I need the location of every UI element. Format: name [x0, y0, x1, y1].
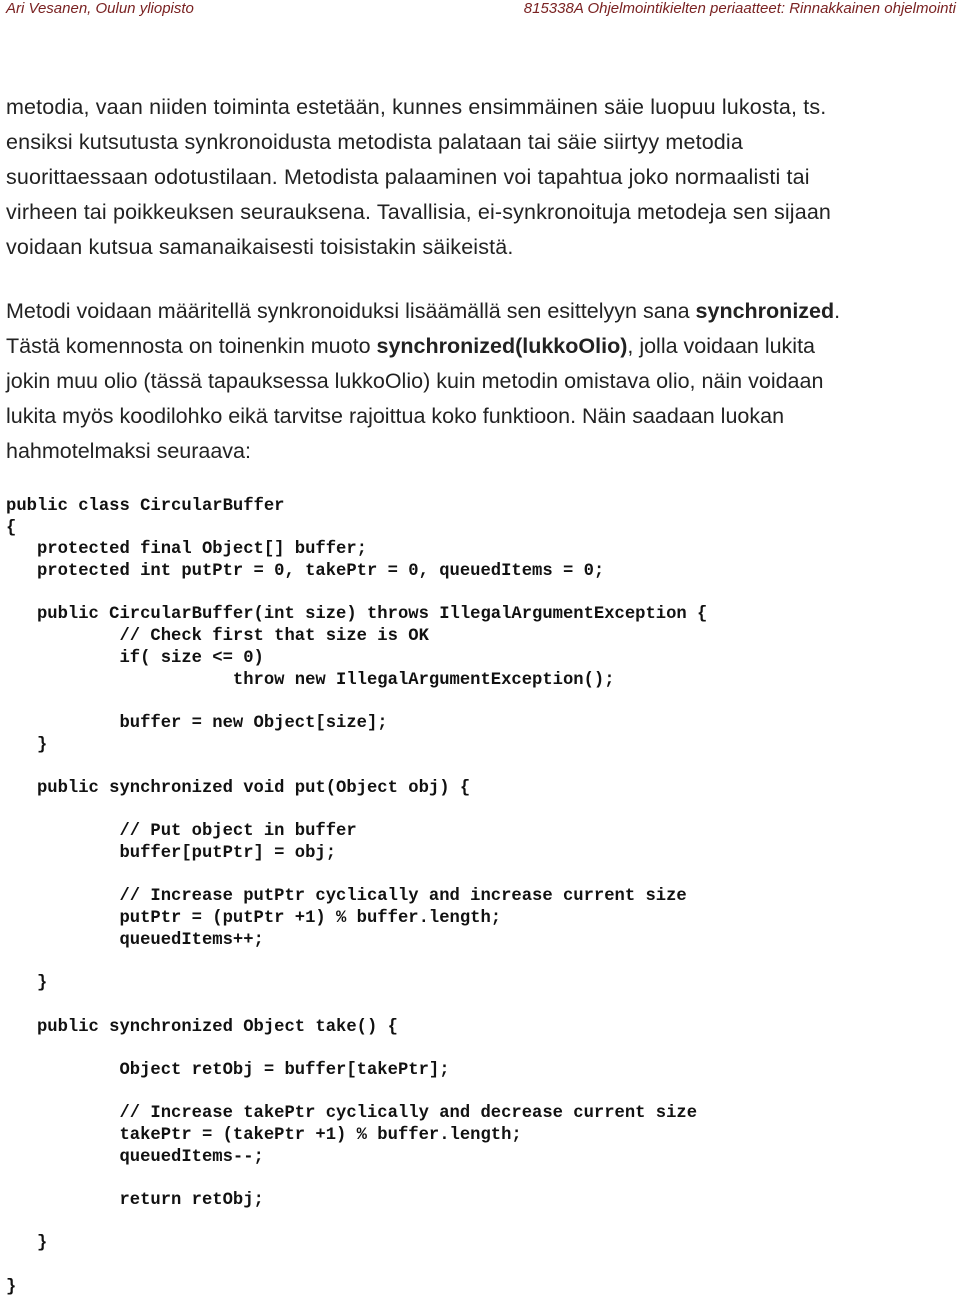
code-line: // Increase putPtr cyclically and increase current size: [6, 887, 687, 907]
code-line: protected final Object[] buffer;: [6, 540, 367, 560]
code-line: queuedItems--;: [6, 1147, 264, 1167]
code-line: }: [6, 1234, 48, 1254]
text-run: .: [834, 299, 841, 323]
text-line: metodia, vaan niiden toiminta estetään, kunnes ensimmäinen säie luopuu lukosta, ts.: [6, 95, 827, 119]
text-line: ensiksi kutsutusta synkronoidusta metodista palataan tai säie siirtyy metodia: [6, 130, 743, 154]
keyword-synchronized: synchronized: [695, 299, 835, 323]
code-line: return retObj;: [6, 1191, 264, 1210]
code-line: [6, 1212, 956, 1234]
code-line: queuedItems++;: [6, 930, 264, 950]
code-line: [6, 1168, 956, 1190]
text-line: voidaan kutsua samanaikaisesti toisistakin säikeistä.: [6, 235, 514, 259]
text-run: , jolla voidaan lukita: [627, 334, 816, 358]
code-line: }: [6, 1277, 17, 1297]
code-line: throw new IllegalArgumentException();: [6, 670, 615, 690]
paragraph-synchronized-keyword: [6, 294, 958, 469]
code-line: }: [6, 974, 48, 994]
code-line: [6, 995, 956, 1017]
code-line: [6, 951, 956, 973]
paragraph-synchronization-intro: [6, 90, 958, 265]
code-line: [6, 756, 956, 778]
keyword-synchronized-lock: synchronized(lukkoOlio): [376, 334, 628, 358]
code-line: [6, 1082, 956, 1104]
page-header: [0, 0, 960, 30]
code-line: Object retObj = buffer[takePtr];: [6, 1060, 450, 1080]
code-line: buffer[putPtr] = obj;: [6, 844, 337, 863]
code-line: {: [6, 518, 17, 538]
text-line: hahmotelmaksi seuraava:: [6, 439, 251, 463]
code-line: buffer = new Object[size];: [6, 713, 388, 733]
code-line: }: [6, 735, 48, 755]
code-line: if( size <= 0): [6, 648, 264, 668]
text-line: [6, 294, 958, 329]
code-line: protected int putPtr = 0, takePtr = 0, queuedItems = 0;: [6, 562, 605, 582]
code-line: public synchronized Object take() {: [6, 1017, 398, 1037]
code-line: putPtr = (putPtr +1) % buffer.length;: [6, 909, 502, 929]
code-line: [6, 691, 956, 713]
code-line: [6, 1255, 956, 1277]
text-line: jokin muu olio (tässä tapauksessa lukkoOlio) kuin metodin omistava olio, näin voidaan: [6, 369, 824, 393]
code-line: // Check first that size is OK: [6, 627, 429, 647]
code-line: [6, 800, 956, 822]
code-listing-circular-buffer: [6, 496, 956, 1298]
code-line: public CircularBuffer(int size) throws IllegalArgumentException {: [6, 605, 708, 625]
header-course-title: 815338A Ohjelmointikielten periaatteet: Rinnakkainen ohjelmointi: [523, 0, 956, 17]
code-line: // Put object in buffer: [6, 822, 357, 842]
code-line: takePtr = (takePtr +1) % buffer.length;: [6, 1125, 522, 1145]
text-line: suorittaessaan odotustilaan. Metodista palaaminen voi tapahtua joko normaalisti tai: [6, 165, 810, 189]
text-run: Metodi voidaan määritellä synkronoiduksi lisäämällä sen esittelyyn sana: [6, 299, 696, 323]
code-line: [6, 583, 956, 605]
code-line: public class CircularBuffer: [6, 497, 285, 516]
code-line: // Increase takePtr cyclically and decrease current size: [6, 1104, 698, 1124]
text-line: lukita myös koodilohko eikä tarvitse rajoittua koko funktioon. Näin saadaan luokan: [6, 404, 785, 428]
text-run: Tästä komennosta on toinenkin muoto: [6, 334, 377, 358]
code-line: public synchronized void put(Object obj) {: [6, 778, 471, 798]
code-line: [6, 1038, 956, 1060]
code-line: [6, 865, 956, 887]
text-line: virheen tai poikkeuksen seurauksena. Tavallisia, ei-synkronoituja metodeja sen sijaan: [6, 200, 832, 224]
text-line: [6, 329, 958, 364]
header-author: Ari Vesanen, Oulun yliopisto: [6, 0, 194, 17]
